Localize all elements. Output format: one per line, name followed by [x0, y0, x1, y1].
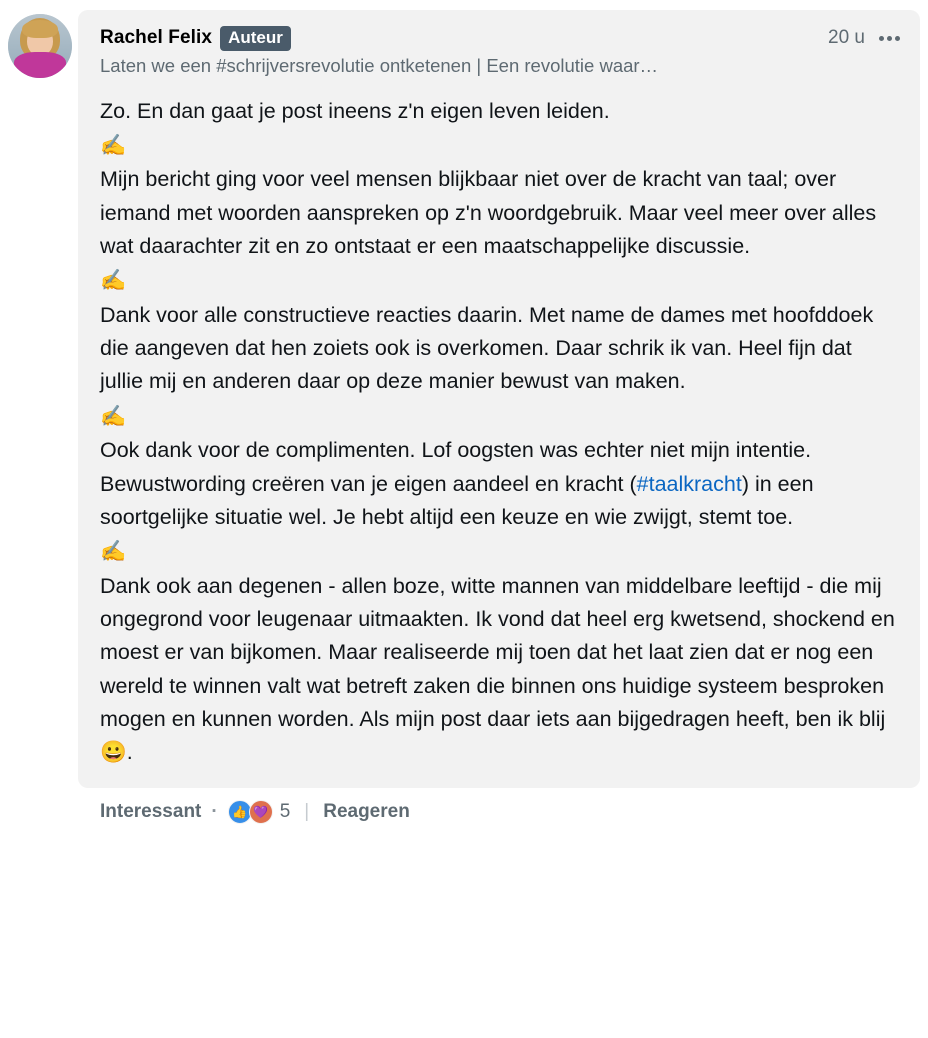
header-right — [828, 27, 900, 49]
more-dot — [887, 36, 892, 41]
timestamp: 20 u — [828, 27, 865, 49]
comment-paragraph: Zo. En dan gaat je post ineens z'n eigen leven leiden. — [100, 98, 610, 123]
love-icon — [249, 800, 273, 824]
more-dot — [879, 36, 884, 41]
interesting-button[interactable]: Interessant — [100, 800, 202, 822]
writing-hand-emoji: ✍️ — [100, 540, 127, 564]
comment-paragraph: Dank voor alle constructieve reacties daarin. Met name de dames met hoofddoek die aangeven dat hen zoiets ook is overkomen. Daar schrik ik van. Heel fijn dat jullie mij en anderen daar op deze manier bewust van maken. — [100, 302, 874, 394]
author-name[interactable]: Rachel Felix — [100, 27, 213, 49]
writing-hand-emoji: ✍️ — [100, 404, 127, 428]
reactions-summary[interactable] — [228, 800, 291, 824]
avatar[interactable] — [8, 14, 72, 78]
author-headline: Laten we een #schrijversrevolutie ontketenen | Een revolutie waar… — [100, 54, 659, 76]
writing-hand-emoji: ✍️ — [100, 269, 127, 293]
comment-body — [100, 95, 900, 770]
footer-divider: | — [304, 800, 310, 822]
paragraph-text-after-hashtag: ) in een soortgelijke situatie wel. Je hebt altijd een keuze en wie zwijgt, stemt toe. — [100, 471, 814, 529]
comment-card — [78, 10, 920, 788]
comment-header — [100, 26, 900, 51]
comment-footer — [78, 800, 920, 824]
writing-hand-emoji: ✍️ — [100, 133, 127, 157]
more-dot — [895, 36, 900, 41]
avatar-hair-front-icon — [22, 20, 58, 38]
hashtag-link[interactable]: #taalkracht — [636, 471, 742, 496]
paragraph-text-before-hashtag: Ook dank voor de complimenten. Lof oogsten was echter niet mijn intentie. Bewustwording creëren van je eigen aandeel en kracht ( — [100, 438, 812, 496]
more-options-icon[interactable] — [879, 36, 900, 41]
avatar-body-icon — [14, 52, 66, 78]
reply-button[interactable]: Reageren — [323, 800, 410, 822]
comment-paragraph: Mijn bericht ging voor veel mensen blijkbaar niet over de kracht van taal; over iemand met woorden aanspreken op z'n woordgebruik. Maar veel meer over alles wat daarachter zit en zo ontstaat er een maatschappelijke discussie. — [100, 167, 877, 258]
footer-separator: · — [211, 800, 218, 822]
comment-paragraph: Dank ook aan degenen - allen boze, witte mannen van middelbare leeftijd - die mij ongegrond voor leugenaar uitmaakten. Ik vond dat heel erg kwetsend, shockend en moest er van bijkomen. Maar realiseerde mij toen dat het laat zien dat er nog een wereld te winnen valt wat betreft zaken die binnen ons huidige systeem besproken mogen en kunnen worden. Als mijn post daar iets aan bijgedragen heeft, ben ik blij 😀. — [100, 573, 895, 765]
avatar-image[interactable] — [8, 14, 72, 78]
reaction-count: 5 — [279, 800, 291, 822]
author-badge: Auteur — [220, 26, 291, 51]
comment-paragraph-with-hashtag — [100, 434, 900, 534]
